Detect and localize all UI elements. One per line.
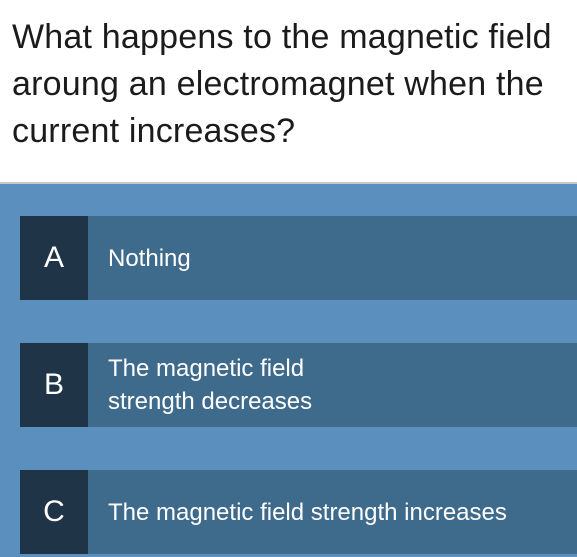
answer-options-panel — [0, 184, 577, 557]
option-letter-b: B — [20, 343, 88, 427]
option-label-c: The magnetic field strength increases — [108, 498, 507, 526]
answer-option-a[interactable] — [20, 216, 577, 300]
answer-option-c[interactable] — [20, 470, 577, 554]
option-letter-c: C — [20, 470, 88, 554]
option-letter-a: A — [20, 216, 88, 300]
answer-option-b[interactable] — [20, 343, 577, 427]
option-label-a: Nothing — [108, 244, 191, 272]
option-label-b: The magnetic field strength decreases — [108, 355, 313, 415]
question-text: What happens to the magnetic field aroung an electromagnet when the current increases? — [12, 18, 552, 150]
question-panel — [0, 0, 577, 182]
